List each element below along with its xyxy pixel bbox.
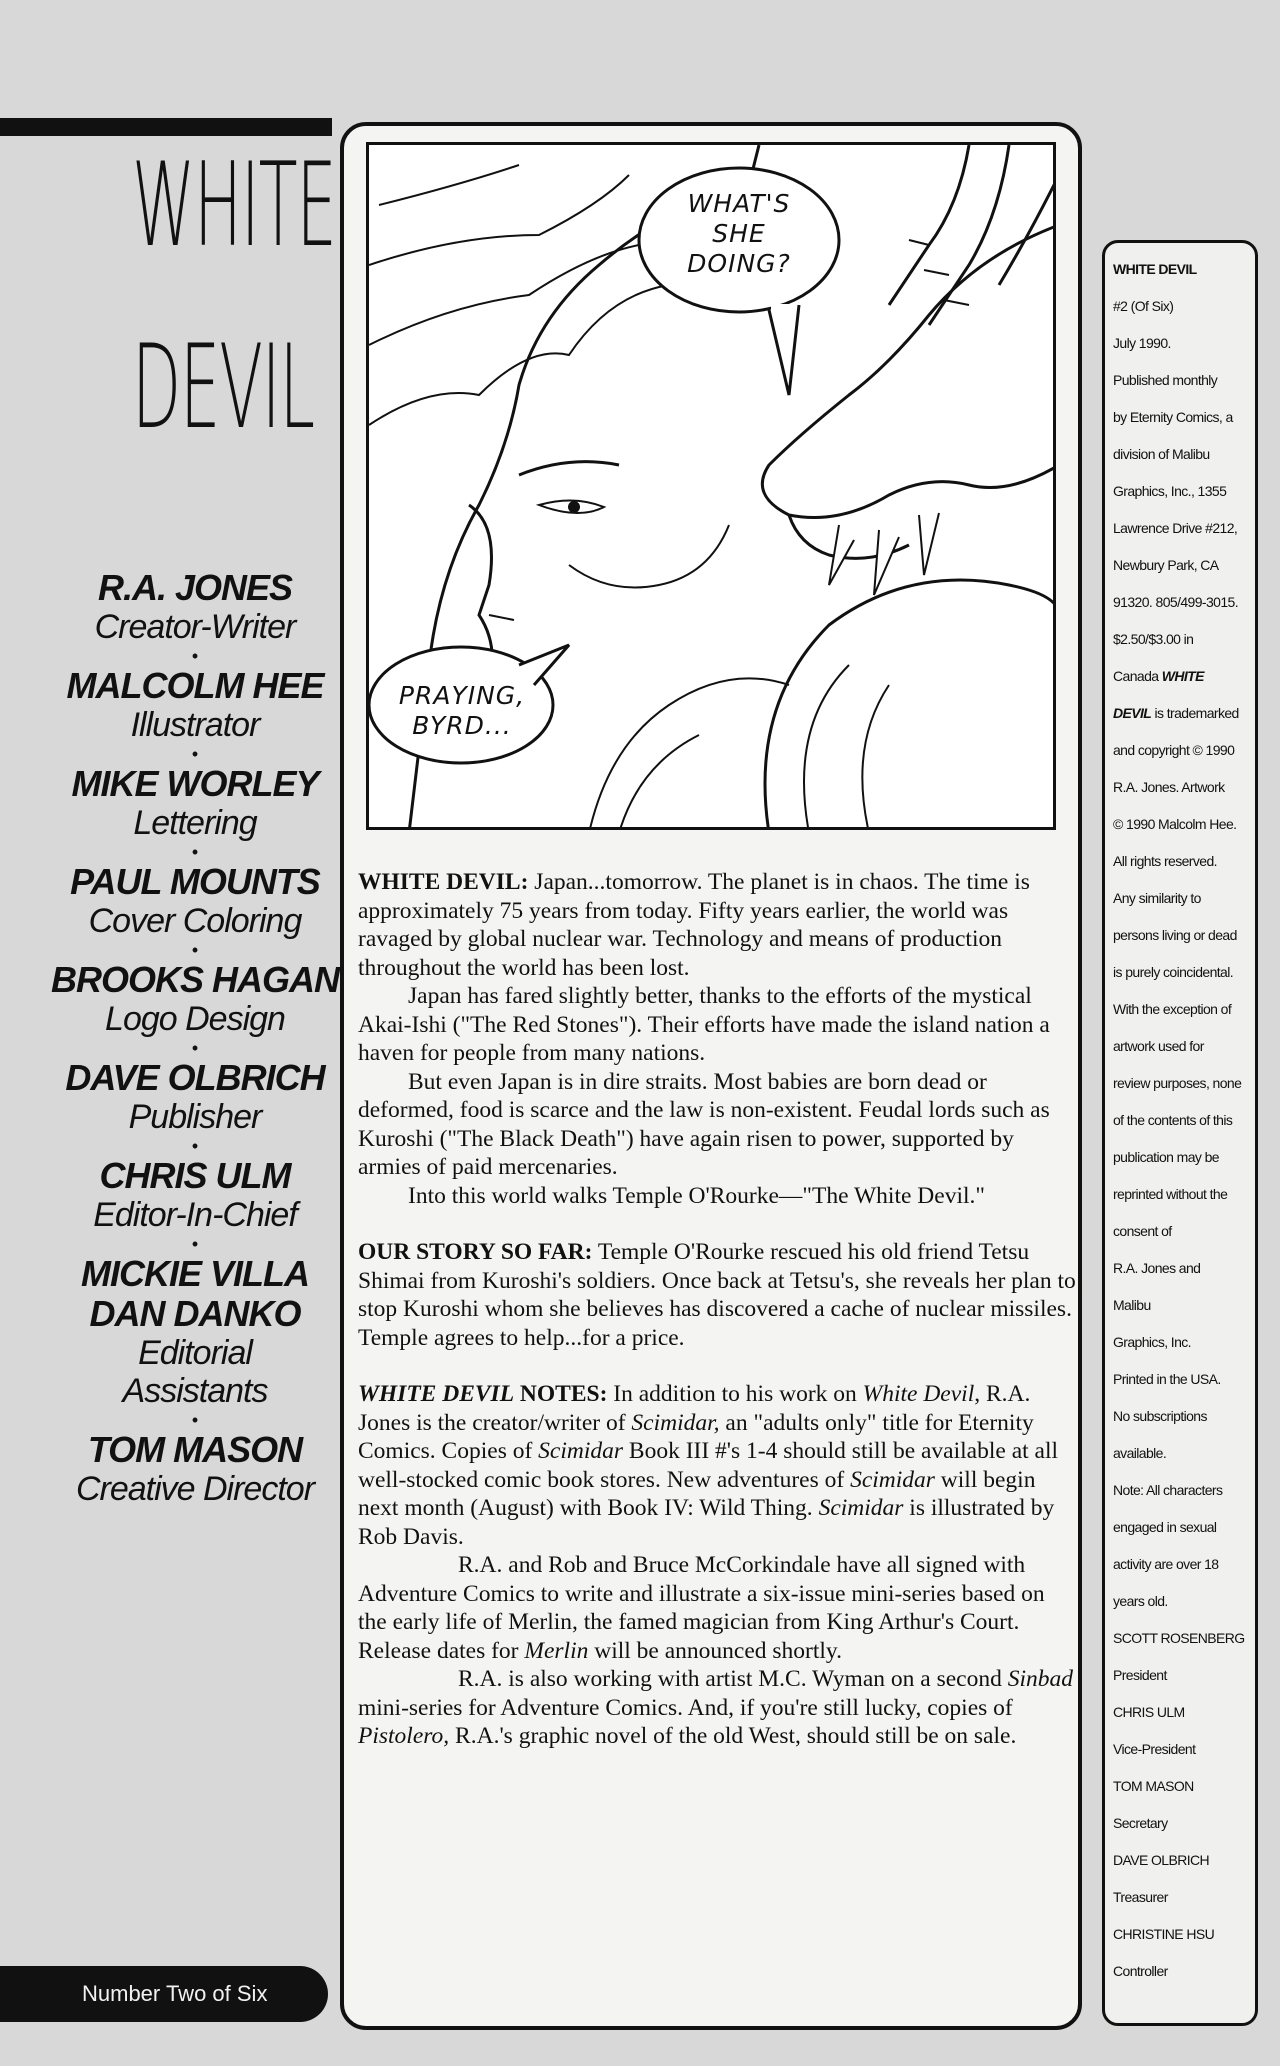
paragraph-text: R.A. is also working with artist M.C. Wyman on a second: [458, 1666, 1008, 1692]
italic-title: Merlin: [524, 1637, 589, 1664]
paragraph: Into this world walks Temple O'Rourke—"The White Devil.": [408, 1182, 985, 1209]
bullet-separator: •: [191, 1136, 199, 1156]
indicia-line: Treasurer: [1113, 1889, 1168, 1905]
credit-item: [40, 1156, 350, 1254]
indicia-line: 91320. 805/499-3015.: [1113, 594, 1239, 610]
indicia-line: review purposes, none: [1113, 1075, 1242, 1091]
paragraph: Japan has fared slightly better, thanks to the efforts of the mystical Akai-Ishi ("The Red Stones"). Their efforts have made the island nation a haven for people from many nations.: [358, 983, 1050, 1066]
indicia-line: With the exception of: [1113, 1001, 1232, 1017]
credit-name: MICKIE VILLA: [81, 1253, 309, 1294]
italic-title: Pistolero,: [358, 1723, 450, 1749]
italic-title: White Devil: [862, 1381, 975, 1407]
paragraph: [358, 1665, 1078, 1751]
bullet-separator: •: [191, 842, 199, 862]
paragraph: [358, 1380, 1078, 1551]
indicia-text-run: DEVIL: [1113, 705, 1152, 721]
paragraph-text: R.A. and Rob and Bruce McCorkindale have all signed with Adventure Comics to write and illustrate a six-issue mini-series based on the early life of Merlin, the famed magician from King Arthur's Court. Release dates for: [358, 1552, 1045, 1664]
indicia-line: available.: [1113, 1445, 1167, 1461]
indicia-line: R.A. Jones and: [1113, 1260, 1201, 1276]
indicia-line: CHRIS ULM: [1113, 1704, 1185, 1720]
balloon-line: WHAT'S: [687, 189, 791, 218]
indicia-line: WHITE DEVIL: [1113, 261, 1197, 277]
indicia-line: years old.: [1113, 1593, 1168, 1609]
bullet-separator: •: [191, 1410, 199, 1430]
paragraph-heading: WHITE DEVIL: [358, 1381, 515, 1407]
indicia-line: division of Malibu: [1113, 446, 1210, 462]
bullet-separator: •: [191, 646, 199, 666]
indicia-line: Vice-President: [1113, 1741, 1196, 1757]
credit-role: Assistants: [122, 1372, 268, 1410]
paragraph: But even Japan is in dire straits. Most babies are born dead or deformed, food is scarce and the law is non-existent. Feudal lords such as Kuroshi ("The Black Death") have again risen to power, supported by armies of paid mercenaries.: [358, 1068, 1050, 1180]
indicia-line: engaged in sexual: [1113, 1519, 1217, 1535]
indicia-line: persons living or dead: [1113, 927, 1237, 943]
credit-role: Illustrator: [130, 706, 260, 744]
credit-name: CHRIS ULM: [99, 1155, 291, 1196]
indicia-line: TOM MASON: [1113, 1778, 1194, 1794]
paragraph-text: Temple O'Rourke rescued his old friend Tetsu Shimai from Kuroshi's soldiers. Once back at Tetsu's, she reveals her plan to stop Kuroshi whom she believes has discovered a cache of nuclear missiles. Temple agrees to help...for a price.: [358, 1239, 1076, 1351]
main-panel: [340, 122, 1082, 2030]
indicia-line: Printed in the USA.: [1113, 1371, 1221, 1387]
balloon-line: DOING?: [687, 249, 791, 278]
indicia-line: Newbury Park, CA: [1113, 557, 1219, 573]
indicia-panel: [1102, 240, 1258, 2026]
indicia-line: Malibu: [1113, 1297, 1151, 1313]
credit-name: BROOKS HAGAN: [50, 959, 339, 1000]
indicia-line: Graphics, Inc.: [1113, 1334, 1191, 1350]
credit-item: [40, 1058, 350, 1156]
indicia-line: [1113, 695, 1263, 732]
indicia-line: DAVE OLBRICH: [1113, 1852, 1210, 1868]
indicia-line: SCOTT ROSENBERG: [1113, 1630, 1245, 1646]
indicia-text-run: is trademarked: [1151, 705, 1239, 721]
indicia-text-run: WHITE: [1161, 668, 1204, 684]
italic-title: Scimidar,: [631, 1409, 720, 1436]
credits-list: [40, 568, 350, 1508]
italic-title: Scimidar: [538, 1438, 624, 1464]
indicia-line: [1113, 658, 1263, 695]
indicia-line: President: [1113, 1667, 1167, 1683]
indicia-line: Lawrence Drive #212,: [1113, 520, 1238, 536]
indicia-line: CHRISTINE HSU: [1113, 1926, 1215, 1942]
indicia-line: #2 (Of Six): [1113, 298, 1174, 314]
paragraph-text: R.A.'s graphic novel of the old West, should still be on sale.: [449, 1723, 1017, 1749]
italic-title: Scimidar: [818, 1495, 904, 1521]
speech-balloon-2: [387, 681, 537, 741]
indicia-line: Controller: [1113, 1963, 1168, 1979]
credit-item: [40, 568, 350, 666]
indicia-line: Note: All characters: [1113, 1482, 1223, 1498]
credit-role: Lettering: [133, 804, 257, 842]
paragraph-text: In addition to his work on: [607, 1381, 863, 1407]
paragraph-heading: OUR STORY SO FAR:: [358, 1239, 593, 1265]
paragraph-text: is illustrated by Rob Davis.: [358, 1495, 1055, 1550]
credit-item: [40, 666, 350, 764]
credit-name: MIKE WORLEY: [71, 763, 319, 804]
credit-role: Editor-In-Chief: [93, 1196, 297, 1234]
credit-item: [40, 960, 350, 1058]
indicia-line: of the contents of this: [1113, 1112, 1233, 1128]
article-body: [358, 868, 1078, 1751]
paragraph: [358, 1551, 1078, 1665]
indicia-line: $2.50/$3.00 in: [1113, 631, 1194, 647]
credit-item: [40, 764, 350, 862]
paragraph: [358, 868, 1078, 982]
speech-balloon-1: [669, 189, 809, 279]
credit-role: Publisher: [128, 1098, 262, 1136]
credit-name: TOM MASON: [87, 1429, 303, 1470]
credit-item: [40, 1430, 350, 1508]
italic-title: Scimidar: [850, 1466, 935, 1493]
paragraph-text: Book III #'s 1-4 should still be available at all well-stocked comic book stores. New adventures of: [358, 1438, 1059, 1493]
paragraph-text: will begin next month (August) with Book IV: Wild Thing.: [358, 1466, 1036, 1521]
credit-role: Creator-Writer: [94, 608, 296, 646]
indicia-text-run: Canada: [1113, 668, 1162, 684]
top-rule: [0, 118, 332, 136]
credit-role: Editorial: [138, 1334, 252, 1372]
balloon-line: BYRD...: [412, 711, 512, 740]
indicia-line: reprinted without the: [1113, 1186, 1228, 1202]
indicia-line: All rights reserved.: [1113, 853, 1217, 869]
paragraph-text: , R.A. Jones is the creator/writer of: [358, 1381, 1031, 1436]
credit-name: DAN DANKO: [89, 1293, 301, 1334]
bullet-separator: •: [191, 940, 199, 960]
paragraph-text: Japan...tomorrow. The planet is in chaos. The time is approximately 75 years from today. Fifty years earlier, the world was ravaged by global nuclear war. Technology and means of production throughout the world has been lost.: [358, 869, 1030, 981]
credit-name: DAVE OLBRICH: [65, 1057, 325, 1098]
credit-name: PAUL MOUNTS: [70, 861, 320, 902]
indicia-line: artwork used for: [1113, 1038, 1204, 1054]
credit-role: Cover Coloring: [88, 902, 302, 940]
indicia-line: by Eternity Comics, a: [1113, 409, 1233, 425]
indicia-line: activity are over 18: [1113, 1556, 1219, 1572]
paragraph: [358, 1238, 1078, 1352]
indicia-line: July 1990.: [1113, 335, 1171, 351]
paragraph-heading: NOTES:: [514, 1381, 608, 1407]
indicia-line: Graphics, Inc., 1355: [1113, 483, 1227, 499]
logo-title-devil: DEVIL: [132, 320, 314, 455]
credit-role: Creative Director: [75, 1470, 315, 1508]
indicia-line: publication may be: [1113, 1149, 1219, 1165]
indicia-line: consent of: [1113, 1223, 1172, 1239]
paragraph-text: mini-series for Adventure Comics. And, if you're still lucky, copies of: [358, 1694, 1013, 1721]
comic-art-panel: [366, 142, 1056, 830]
credit-name: R.A. JONES: [97, 567, 293, 608]
bullet-separator: •: [191, 1038, 199, 1058]
indicia-line: is purely coincidental.: [1113, 964, 1234, 980]
indicia-line: Secretary: [1113, 1815, 1168, 1831]
indicia-line: Published monthly: [1113, 372, 1218, 388]
balloon-line: PRAYING,: [398, 681, 526, 710]
paragraph-text: an "adults only" title for Eternity Comics. Copies of: [358, 1409, 1034, 1464]
paragraph-text: will be announced shortly.: [588, 1637, 843, 1664]
paragraph-heading: WHITE DEVIL:: [358, 869, 529, 895]
credit-role: Logo Design: [105, 1000, 285, 1038]
indicia-line: R.A. Jones. Artwork: [1113, 779, 1225, 795]
balloon-line: SHE: [712, 219, 766, 248]
credit-name: MALCOLM HEE: [66, 665, 324, 706]
bullet-separator: •: [191, 1234, 199, 1254]
indicia-line: Any similarity to: [1113, 890, 1201, 906]
issue-number-label: Number Two of Six: [0, 1966, 328, 2022]
italic-title: Sinbad: [1007, 1666, 1073, 1692]
credit-item: [40, 1254, 350, 1430]
indicia-text: [1113, 251, 1263, 1990]
indicia-line: and copyright © 1990: [1113, 742, 1235, 758]
bullet-separator: •: [191, 744, 199, 764]
indicia-line: © 1990 Malcolm Hee.: [1113, 816, 1237, 832]
logo-title-white: WHITE: [132, 138, 336, 273]
credit-item: [40, 862, 350, 960]
indicia-line: No subscriptions: [1113, 1408, 1207, 1424]
